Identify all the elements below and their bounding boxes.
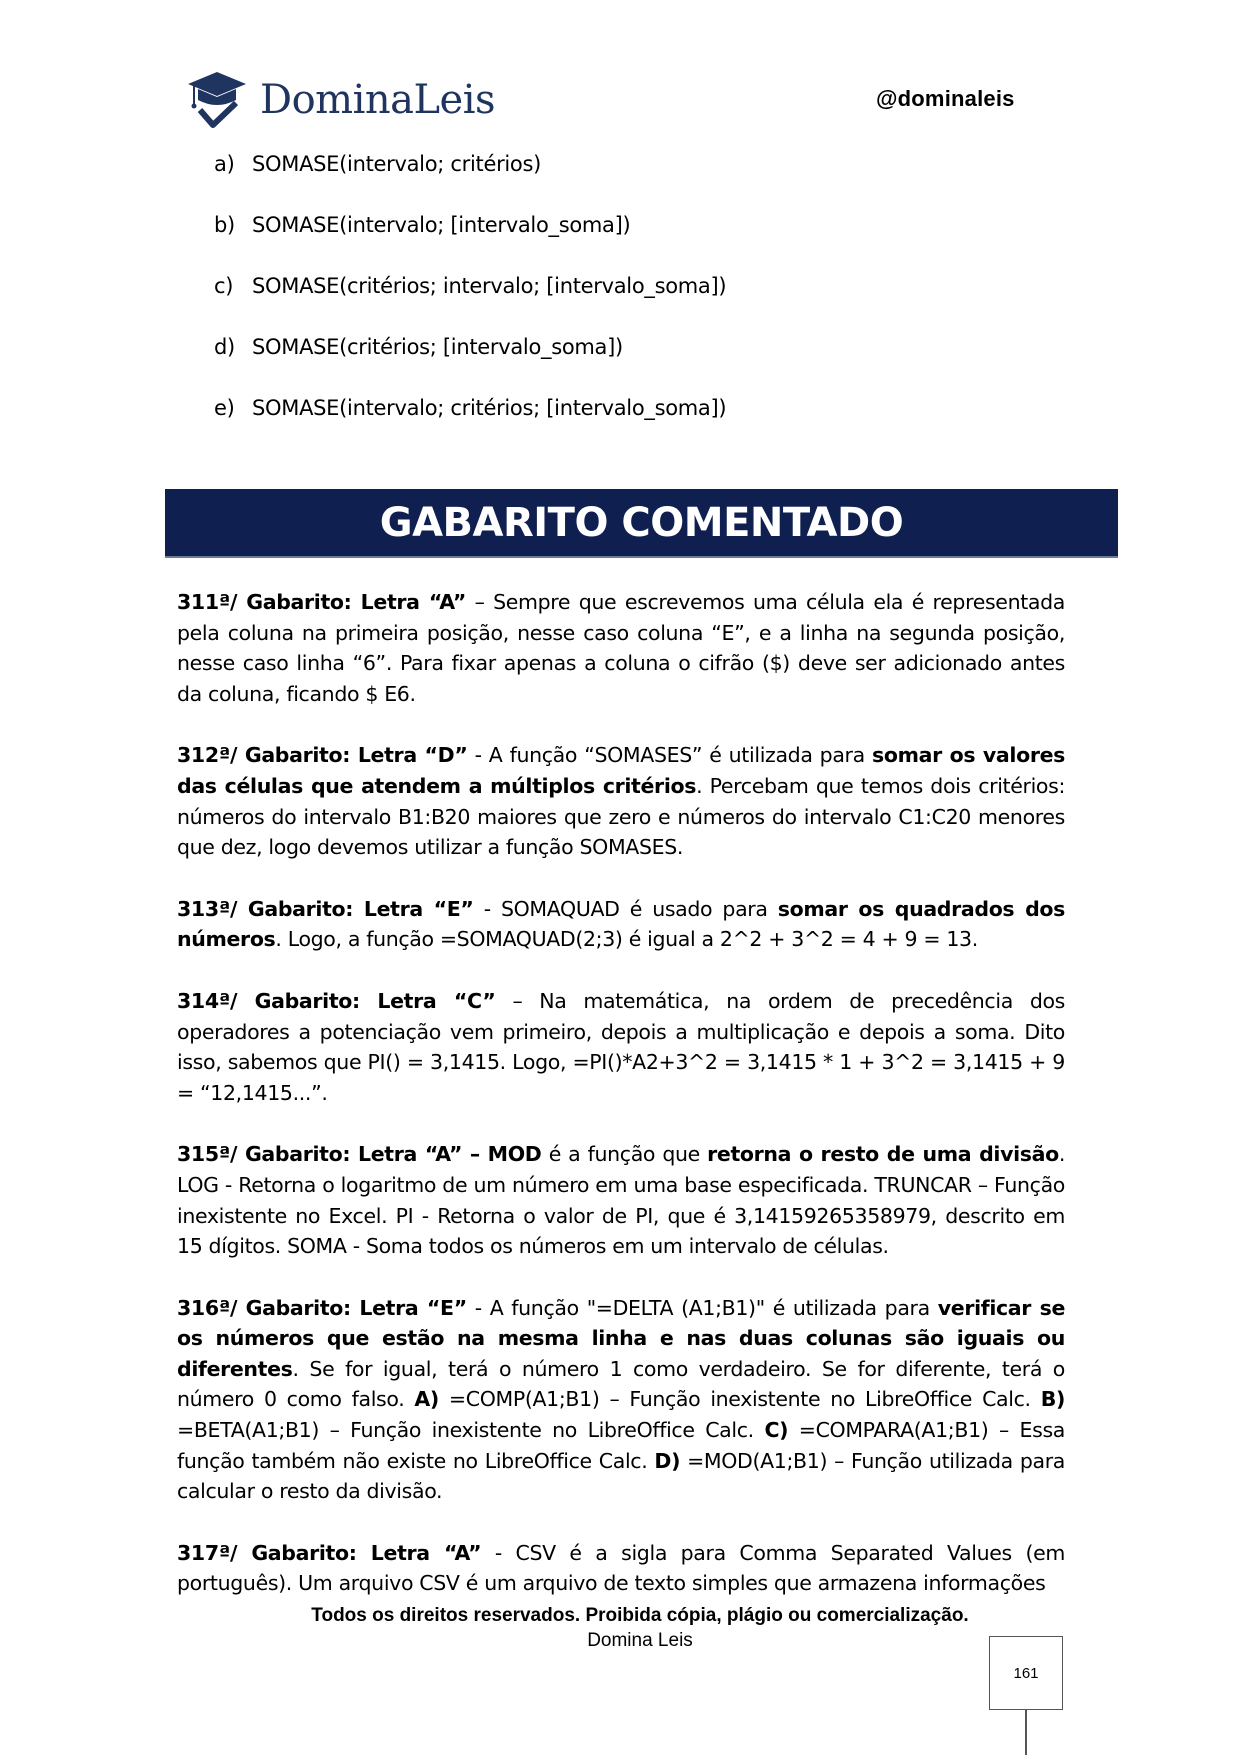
option-ref: C)	[764, 1418, 789, 1443]
logo-text: DominaLeis	[260, 77, 496, 123]
answer-316	[177, 1293, 1065, 1507]
answer-text: . Se for igual, terá o número 1 como verdadeiro. Se for diferente, terá o número 0 como falso.	[177, 1356, 1065, 1412]
answer-text: =BETA(A1;B1) – Função inexistente no LibreOffice Calc.	[177, 1418, 765, 1443]
answer-text: é a função que	[541, 1142, 708, 1167]
option-letter: c)	[214, 274, 234, 298]
answer-312	[177, 740, 1065, 862]
graduation-cap-icon	[186, 70, 248, 130]
answer-emphasis: somar os valores das células que atendem a múltiplos critérios	[177, 743, 1065, 798]
answer-key	[177, 587, 1065, 1630]
option-letter: d)	[214, 335, 235, 359]
page-number: 161	[989, 1636, 1063, 1710]
answer-heading: 316ª/ Gabarito: Letra “E”	[177, 1295, 467, 1320]
answer-text: . LOG - Retorna o logaritmo de um número em uma base especificada. TRUNCAR – Função inexistente no Excel. PI - Retorna o valor de PI, que é 3,14159265358979, descrito em 15 dígitos. SOMA - Soma todos os números em um intervalo de células.	[177, 1142, 1065, 1259]
answer-heading: 311ª/ Gabarito: Letra “A”	[177, 590, 467, 614]
answer-options	[214, 152, 1074, 457]
option-e	[214, 396, 1074, 457]
answer-text: =COMP(A1;B1) – Função inexistente no LibreOffice Calc.	[438, 1387, 1041, 1412]
answer-314	[177, 986, 1065, 1108]
option-text: SOMASE(intervalo; [intervalo_soma])	[252, 213, 631, 237]
answer-313	[177, 894, 1065, 955]
option-letter: e)	[214, 396, 235, 420]
answer-text: - A função “SOMASES” é utilizada para	[467, 743, 872, 768]
option-c	[214, 274, 1074, 335]
option-a	[214, 152, 1074, 213]
answer-heading: 317ª/ Gabarito: Letra “A”	[177, 1540, 482, 1565]
option-ref: A)	[414, 1387, 439, 1412]
logo	[186, 70, 495, 130]
page-header	[0, 0, 1241, 130]
answer-text: =COMPARA(A1;B1) – Essa função também não existe no LibreOffice Calc.	[177, 1418, 1065, 1473]
answer-text: . Percebam que temos dois critérios: números do intervalo B1:B20 maiores que zero e números do intervalo C1:C20 menores que dez, logo devemos utilizar a função SOMASES.	[177, 773, 1065, 860]
option-text: SOMASE(critérios; intervalo; [intervalo_soma])	[252, 274, 727, 298]
answer-heading: 314ª/ Gabarito: Letra “C”	[177, 988, 496, 1013]
section-banner: GABARITO COMENTADO	[165, 489, 1118, 556]
answer-emphasis: somar os quadrados dos números	[177, 896, 1065, 952]
social-handle: @dominaleis	[876, 86, 1015, 111]
option-text: SOMASE(critérios; [intervalo_soma])	[252, 335, 623, 359]
option-text: SOMASE(intervalo; critérios; [intervalo_soma])	[252, 396, 727, 420]
answer-text: . Logo, a função =SOMAQUAD(2;3) é igual a 2^2 + 3^2 = 4 + 9 = 13.	[275, 927, 978, 952]
answer-emphasis: retorna o resto de uma divisão	[707, 1142, 1059, 1167]
answer-text: =MOD(A1;B1) – Função utilizada para calcular o resto da divisão.	[177, 1448, 1065, 1504]
page-number-line	[1025, 1710, 1027, 1755]
answer-text: - CSV é a sigla para Comma Separated Values (em português). Um arquivo CSV é um arquivo de texto simples que armazena informações	[177, 1540, 1065, 1596]
option-d	[214, 335, 1074, 396]
option-ref: B)	[1040, 1387, 1065, 1412]
answer-heading: 315ª/ Gabarito: Letra “A” – MOD	[177, 1142, 542, 1167]
answer-311	[177, 587, 1065, 709]
option-letter: a)	[214, 152, 235, 176]
answer-text: – Sempre que escrevemos uma célula ela é representada pela coluna na primeira posição, nesse caso coluna “E”, e a linha na segunda posição, nesse caso linha “6”. Para fixar apenas a coluna o cifrão ($) deve ser adicionado antes da coluna, ficando $ E6.	[177, 590, 1065, 706]
copyright-notice: Todos os direitos reservados. Proibida cópia, plágio ou comercialização.	[311, 1605, 969, 1626]
option-text: SOMASE(intervalo; critérios)	[252, 152, 542, 176]
option-b	[214, 213, 1074, 274]
option-letter: b)	[214, 213, 235, 237]
answer-text: - A função "=DELTA (A1;B1)" é utilizada para	[466, 1295, 938, 1320]
answer-315	[177, 1139, 1065, 1261]
footer-brand: Domina Leis	[587, 1630, 693, 1651]
answer-text: - SOMAQUAD é usado para	[473, 896, 778, 921]
answer-emphasis: verificar se os números que estão na mesma linha e nas duas colunas são iguais ou diferentes	[177, 1295, 1065, 1381]
answer-heading: 313ª/ Gabarito: Letra “E”	[177, 896, 474, 921]
answer-text: – Na matemática, na ordem de precedência dos operadores a potenciação vem primeiro, depois a multiplicação e depois a soma. Dito isso, sabemos que PI() = 3,1415. Logo, =PI()*A2+3^2 = 3,1415 * 1 + 3^2 = 3,1415 + 9 = “12,1415...”.	[177, 988, 1065, 1105]
option-ref: D)	[654, 1448, 681, 1473]
answer-317	[177, 1538, 1065, 1599]
answer-heading: 312ª/ Gabarito: Letra “D”	[177, 743, 468, 768]
